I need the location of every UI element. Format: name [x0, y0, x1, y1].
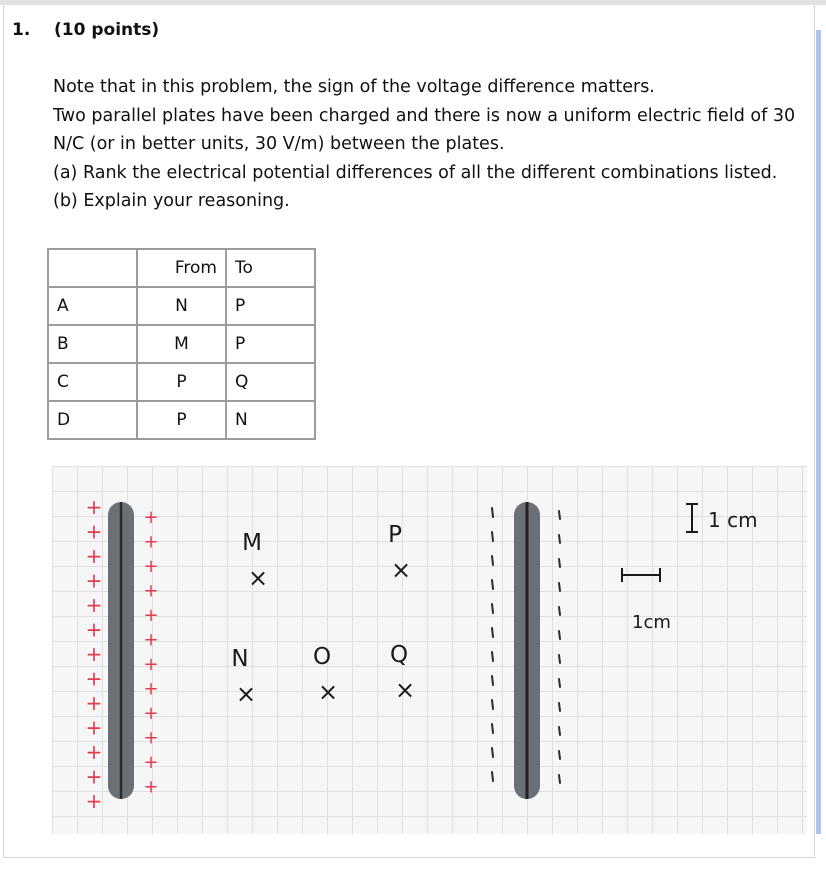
question-text [53, 73, 803, 216]
positive-charge: + [143, 580, 159, 602]
positive-charge: + [85, 544, 103, 568]
positive-charge: + [85, 617, 103, 642]
negative-charge [559, 511, 560, 519]
negative-charge [492, 508, 493, 517]
point-marker: × [247, 564, 269, 592]
table-cell: N [137, 287, 226, 325]
point-marker: × [390, 556, 412, 584]
table-cell: M [137, 325, 226, 363]
negative-charge [492, 604, 493, 613]
scale-label-horizontal: 1cm [632, 612, 671, 633]
table-cell: N [226, 401, 315, 439]
table-row [48, 325, 315, 363]
table-header-from: From [137, 249, 226, 287]
negative-charge [559, 679, 560, 687]
table-row [48, 287, 315, 325]
point-label: M [242, 530, 262, 556]
point-marker: × [394, 676, 416, 704]
positive-charge: + [143, 556, 159, 577]
table-row [48, 401, 315, 439]
table-header-cell [48, 249, 137, 287]
negative-charge [492, 724, 493, 733]
positive-charge: + [143, 629, 159, 651]
positive-charges-left [86, 495, 103, 813]
table-cell: B [48, 325, 137, 363]
negative-charge [492, 748, 493, 757]
positive-charge: + [143, 605, 159, 626]
figure-drawing [52, 466, 807, 834]
scale-bar-horizontal [622, 568, 671, 633]
negative-charge [559, 703, 560, 711]
negative-charge [559, 583, 560, 591]
positive-charge: + [85, 691, 103, 715]
negative-charge [492, 700, 493, 709]
negative-charges-right [559, 511, 560, 783]
table-cell: A [48, 287, 137, 325]
positive-charge: + [143, 752, 159, 773]
negative-charge [492, 580, 493, 589]
point-q [390, 642, 415, 704]
positive-charge: + [85, 764, 103, 789]
question-line: (a) Rank the electrical potential differences of all the different combinations listed. [53, 162, 778, 183]
positive-charges-right [143, 507, 158, 798]
negative-charge [492, 676, 493, 685]
table-row [48, 363, 315, 401]
positive-charge: + [143, 654, 159, 675]
scrollbar-track[interactable] [816, 30, 821, 834]
point-markers [231, 522, 415, 708]
negative-charge [559, 607, 560, 615]
positive-charge: + [85, 666, 103, 691]
negative-charge [559, 751, 560, 759]
negative-charges-left [492, 508, 493, 781]
scale-bar-vertical [686, 504, 758, 532]
table-cell: P [226, 325, 315, 363]
point-m [242, 530, 268, 592]
positive-charge: + [85, 568, 103, 593]
negative-charge [559, 655, 560, 663]
point-label: N [231, 646, 249, 672]
positive-charge: + [143, 678, 159, 700]
positive-charge: + [85, 519, 103, 544]
point-marker: × [235, 680, 257, 708]
positive-charge: + [143, 531, 159, 553]
positive-charge: + [85, 593, 103, 617]
negative-charge [559, 559, 560, 567]
negative-charge [559, 775, 560, 783]
positive-charge: + [85, 740, 103, 764]
point-label: O [312, 644, 332, 670]
negative-charge [492, 772, 493, 781]
table-cell: P [137, 363, 226, 401]
question-line: (b) Explain your reasoning. [53, 191, 290, 212]
question-points: (10 points) [54, 20, 160, 40]
positive-charge: + [143, 507, 159, 528]
point-p [388, 522, 411, 584]
positive-charge: + [143, 727, 159, 749]
scale-label-vertical: 1 cm [708, 508, 758, 532]
table-cell: Q [226, 363, 315, 401]
negative-charge [492, 532, 493, 541]
table-header-to: To [226, 249, 315, 287]
combinations-table [47, 248, 316, 440]
table-cell: D [48, 401, 137, 439]
question-line: Two parallel plates have been charged and there is now a uniform electric field of 30 N/C (or in better units, 30 V/m) between the plates. [53, 105, 796, 155]
negative-charge [559, 535, 560, 543]
positive-charge: + [85, 642, 103, 666]
point-label: Q [389, 642, 409, 668]
table-cell: P [226, 287, 315, 325]
table-cell: C [48, 363, 137, 401]
point-label: P [388, 522, 402, 548]
positive-charge: + [143, 703, 159, 724]
negative-charge [559, 727, 560, 735]
question-number: 1. [12, 20, 31, 40]
point-marker: × [317, 678, 339, 706]
negative-charge [492, 652, 493, 661]
positive-charge: + [85, 715, 103, 740]
negative-charge [492, 628, 493, 637]
point-n [231, 646, 256, 708]
negative-charge [492, 556, 493, 565]
positive-charge: + [85, 789, 103, 813]
question-line: Note that in this problem, the sign of the voltage difference matters. [53, 77, 655, 97]
parallel-plates-figure [52, 466, 807, 834]
table-cell: P [137, 401, 226, 439]
point-o [313, 644, 338, 706]
table-header-row [48, 249, 315, 287]
positive-charge: + [143, 776, 159, 798]
positive-charge: + [85, 495, 103, 519]
negative-charge [559, 631, 560, 639]
